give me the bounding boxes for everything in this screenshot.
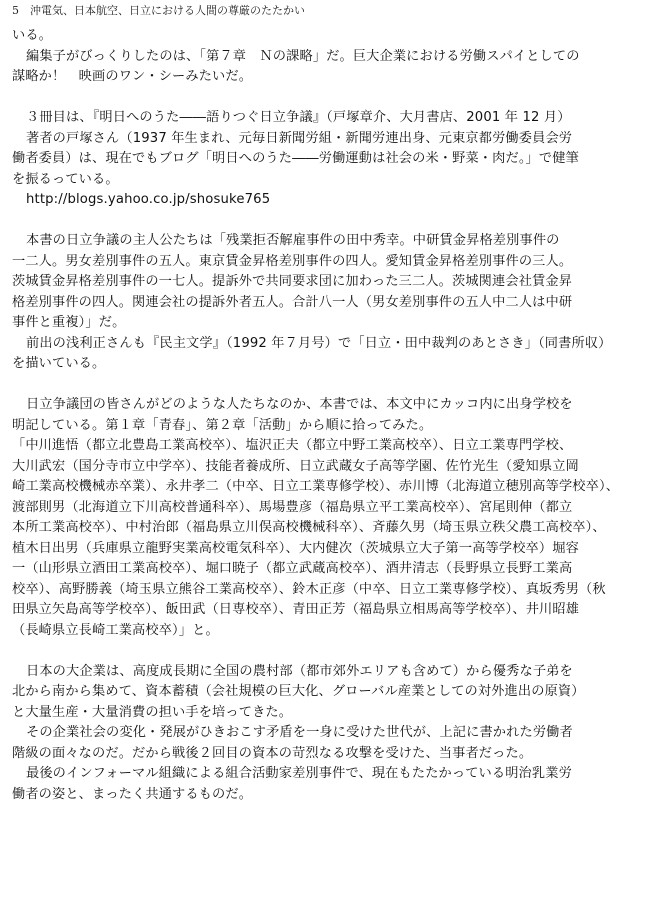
text-line: 本所工業高校卒）、中村治郎（福島県立川俣高校機械科卒）、斉藤久男（埼玉県立秩父農工高校卒）、 <box>12 520 606 535</box>
text-line: （長崎県立長崎工業高校卒）」と。 <box>12 622 219 638</box>
text-line: 田県立矢島高等学校卒）、飯田武（日専校卒）、青田正芳（福島県立相馬高等学校卒）、井川昭雄 <box>12 602 580 617</box>
paragraph <box>12 334 640 375</box>
text-line: いる。 <box>12 28 53 43</box>
paragraph <box>12 662 640 724</box>
text-line: 前出の浅利正さんも『民主文学』（1992 年７月号）で「日立・田中裁判のあとさき」（同書所収） <box>26 335 612 351</box>
paragraph-gap <box>12 641 640 662</box>
paragraph <box>12 26 640 47</box>
text-line: 事件と重複）」だ。 <box>12 315 126 330</box>
text-line: 日本の大企業は、高度成長期に全国の農村部（都市郊外エリアも含めて）から優秀な子弟を <box>26 663 573 679</box>
text-line: 編集子がびっくりしたのは、「第７章 Ｎの課略」だ。巨大企業における労働スパイとしての <box>26 48 580 64</box>
text-line: その企業社会の変化・発展がひきおこす矛盾を一身に受けた世代が、上記に書かれた労働者 <box>26 725 573 740</box>
paragraph-gap <box>12 88 640 109</box>
paragraph <box>12 395 640 436</box>
paragraph <box>12 47 640 88</box>
text-line: 働者の姿と、まったく共通するものだ。 <box>12 786 253 802</box>
text-line: 階級の面々なのだ。だから戦後２回目の資本の苛烈なる攻撃を受けた、当事者だった。 <box>12 745 533 761</box>
text-line: 一二人。男女差別事件の五人。東京賃金昇格差別事件の四人。愛知賃金昇格差別事件の三人。 <box>12 253 573 269</box>
paragraph-gap <box>12 375 640 396</box>
page-header: 5 沖電気、日本航空、日立における人間の尊厳のたたかい <box>12 4 305 17</box>
text-line: と大量生産・大量消費の担い手を培ってきた。 <box>12 704 293 720</box>
text-line: 本書の日立争議の主人公たちは「残業拒否解雇事件の田中秀幸。中研賃金昇格差別事件の <box>26 233 560 248</box>
url-paragraph <box>12 190 640 211</box>
paragraph <box>12 436 640 641</box>
text-line: ３冊目は、『明日へのうた――語りつぐ日立争議』（戸塚章介、大月書店、2001 年 12 月） <box>26 110 571 125</box>
text-line: 最後のインフォーマル組織による組合活動家差別事件で、現在もたたかっている明治乳業労 <box>26 766 572 781</box>
text-line: 茨城賃金昇格差別事件の一七人。提訴外で共同要求団に加わった三二人。茨城関連会社賃金昇 <box>12 274 573 289</box>
paragraph <box>12 108 640 129</box>
text-line: 渡部則男（北海道立下川高校普通科卒）、馬場豊彦（福島県立平工業高校卒）、宮尾則伸（都立 <box>12 499 573 515</box>
text-line: 日立争議団の皆さんがどのような人たちなのか、本書では、本文中にカッコ内に出身学校を <box>26 397 573 412</box>
document-body <box>12 26 640 805</box>
text-line: 崎工業高校機械赤卒業）、永井孝二（中卒、日立工業専修学校）、赤川博（北海道立穂別高等学校卒）、 <box>12 479 620 494</box>
text-line: 大川武宏（国分寺市立中学卒）、技能者養成所、日立武蔵女子高等学園、佐竹光生（愛知県立岡 <box>12 458 579 474</box>
paragraph <box>12 129 640 191</box>
text-line: 「中川進悟（都立北豊島工業高校卒）、塩沢正夫（都立中野工業高校卒）、日立工業専門学校、 <box>12 438 573 453</box>
text-line: 植木日出男（兵庫県立龍野実業高校電気科卒）、大内健次（茨城県立大子第一高等学校卒）堀容 <box>12 540 579 556</box>
paragraph <box>12 764 640 805</box>
paragraph <box>12 231 640 334</box>
text-line: 格差別事件の四人。関連会社の提訴外者五人。合計八一人（男女差別事件の五人中二人は中研 <box>12 294 573 310</box>
blog-url[interactable]: http://blogs.yahoo.co.jp/shosuke765 <box>26 192 271 207</box>
text-line: を振るっている。 <box>12 171 119 187</box>
text-line: 謀略か！ 映画のワン・シーみたいだ。 <box>12 69 253 84</box>
paragraph <box>12 723 640 764</box>
text-line: 著者の戸塚さん（1937 年生まれ、元毎日新聞労組・新聞労連出身、元東京都労働委員会労 <box>26 130 573 146</box>
text-line: 働者委員）は、現在でもブログ「明日へのうた――労働運動は社会の米・野菜・肉だ。」で健筆 <box>12 151 579 166</box>
text-line: を描いている。 <box>12 356 106 371</box>
text-line: 一（山形県立酒田工業高校卒）、堀口暁子（都立武蔵高校卒）、酒井清志（長野県立長野工業高 <box>12 561 573 576</box>
text-line: 校卒）、高野勝義（埼玉県立熊谷工業高校卒）、鈴木正彦（中卒、日立工業専修学校）、真坂秀男（秋 <box>12 581 606 597</box>
paragraph-gap <box>12 211 640 232</box>
text-line: 明記している。第１章「青春」、第２章「活動」から順に拾ってみた。 <box>12 417 433 433</box>
text-line: 北から南から集めて、資本蓄積（会社規模の巨大化、グローバル産業としての対外進出の原資） <box>12 684 585 699</box>
